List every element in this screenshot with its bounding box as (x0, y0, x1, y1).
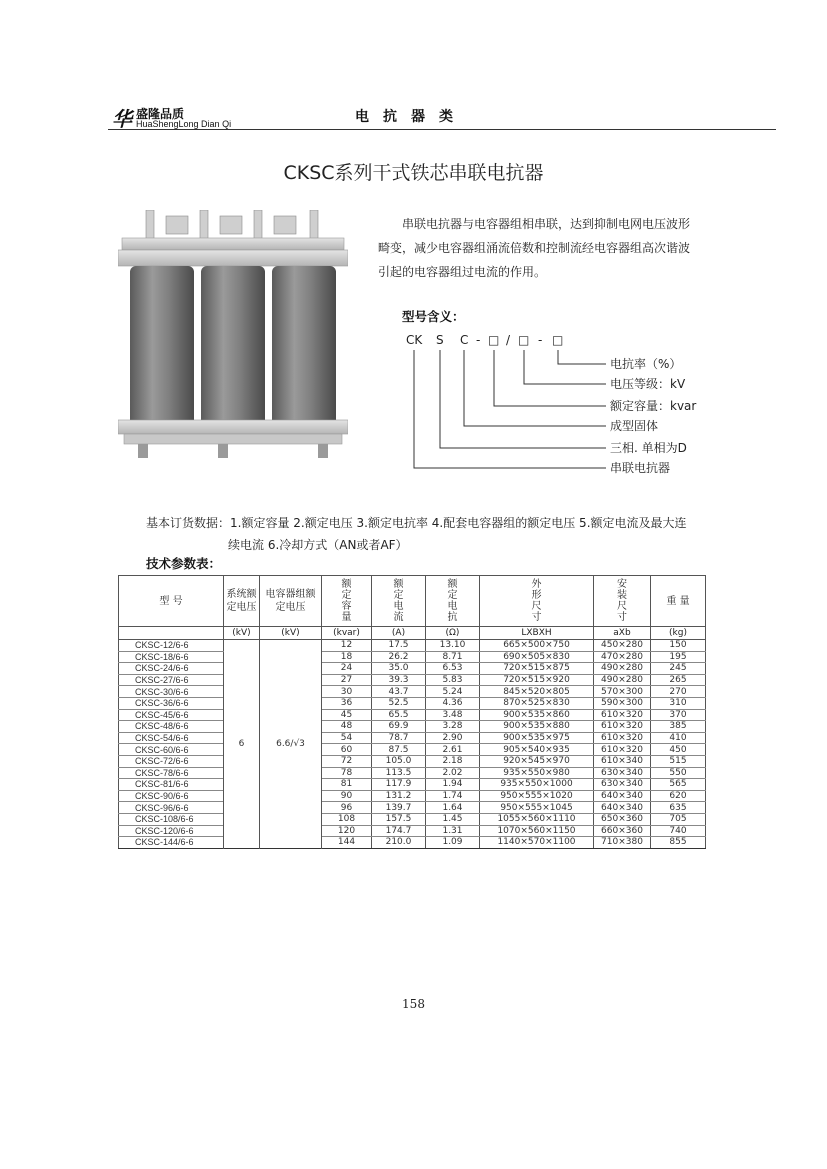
cell-model: CKSC-30/6-6 (119, 686, 224, 698)
table-row (119, 651, 706, 663)
cell-model: CKSC-36/6-6 (119, 697, 224, 709)
code-part-box-3: □ (552, 333, 564, 347)
cell-rated-reactance: 1.74 (426, 790, 480, 802)
cell-rated-reactance: 2.90 (426, 732, 480, 744)
cell-weight: 245 (651, 663, 706, 675)
cell-dimensions: 935×550×980 (480, 767, 594, 779)
model-meaning-heading: 型号含义： (402, 309, 465, 324)
order-data-line-1: 基本订货数据：1.额定容量 2.额定电压 3.额定电抗率 4.配套电容器组的额定电压 5.额定电流及最大连 (146, 516, 687, 530)
cell-weight: 270 (651, 686, 706, 698)
cell-rated-current: 174.7 (372, 825, 426, 837)
cell-rated-reactance: 2.18 (426, 755, 480, 767)
cell-rated-capacity: 72 (322, 755, 372, 767)
unit-weight: (kg) (651, 627, 706, 640)
label-voltage-class: 电压等级：kV (610, 377, 686, 391)
table-row (119, 674, 706, 686)
cell-mounting: 640×340 (594, 802, 651, 814)
header-mounting: 安装尺寸 (594, 576, 651, 627)
cell-mounting: 630×340 (594, 779, 651, 791)
cell-dimensions: 1140×570×1100 (480, 837, 594, 849)
cell-model: CKSC-54/6-6 (119, 732, 224, 744)
table-row (119, 697, 706, 709)
table-row (119, 721, 706, 733)
cell-dimensions: 900×535×975 (480, 732, 594, 744)
code-part-box-2: □ (518, 333, 530, 347)
cell-rated-capacity: 96 (322, 802, 372, 814)
cell-mounting: 450×280 (594, 640, 651, 652)
cell-dimensions: 720×515×875 (480, 663, 594, 675)
product-photo (118, 210, 348, 460)
code-part-box-1: □ (488, 333, 500, 347)
code-part-dash-1: - (476, 333, 481, 347)
code-part-slash: / (506, 333, 511, 347)
cell-weight: 620 (651, 790, 706, 802)
header-divider (108, 129, 776, 130)
cell-weight: 385 (651, 721, 706, 733)
cell-dimensions: 950×555×1020 (480, 790, 594, 802)
label-rated-capacity: 额定容量：kvar (610, 399, 697, 413)
cell-rated-reactance: 4.36 (426, 697, 480, 709)
cell-weight: 195 (651, 651, 706, 663)
cell-mounting: 490×280 (594, 663, 651, 675)
cell-model: CKSC-45/6-6 (119, 709, 224, 721)
cell-rated-current: 87.5 (372, 744, 426, 756)
cell-weight: 740 (651, 825, 706, 837)
header-rated-reactance: 额定电抗 (426, 576, 480, 627)
cell-rated-capacity: 24 (322, 663, 372, 675)
cell-rated-capacity: 12 (322, 640, 372, 652)
header-capacitor-voltage: 电容器组额定电压 (260, 576, 322, 627)
cell-rated-current: 113.5 (372, 767, 426, 779)
cell-mounting: 630×340 (594, 767, 651, 779)
table-row (119, 825, 706, 837)
cell-mounting: 490×280 (594, 674, 651, 686)
params-table (118, 575, 706, 849)
model-code-parts (406, 333, 563, 347)
cell-rated-current: 139.7 (372, 802, 426, 814)
unit-rated-current: (A) (372, 627, 426, 640)
label-solid-cast: 成型固体 (610, 419, 659, 433)
cell-rated-capacity: 54 (322, 732, 372, 744)
cell-model: CKSC-48/6-6 (119, 721, 224, 733)
cell-weight: 705 (651, 813, 706, 825)
cell-model: CKSC-60/6-6 (119, 744, 224, 756)
code-part-ck: CK (406, 333, 423, 347)
cell-weight: 450 (651, 744, 706, 756)
cell-weight: 370 (651, 709, 706, 721)
params-heading: 技术参数表： (146, 556, 222, 571)
cell-model: CKSC-108/6-6 (119, 813, 224, 825)
cell-model: CKSC-18/6-6 (119, 651, 224, 663)
intro-paragraph: 串联电抗器与电容器组相串联，达到抑制电网电压波形畸变，减少电容器组涌流倍数和控制流经电容器组高次谐波引起的电容器组过电流的作用。 (378, 217, 691, 279)
cell-rated-capacity: 108 (322, 813, 372, 825)
cell-rated-reactance: 1.45 (426, 813, 480, 825)
cell-model: CKSC-120/6-6 (119, 825, 224, 837)
cell-rated-current: 43.7 (372, 686, 426, 698)
cell-rated-reactance: 1.64 (426, 802, 480, 814)
cell-model: CKSC-96/6-6 (119, 802, 224, 814)
cell-rated-current: 210.0 (372, 837, 426, 849)
table-row (119, 790, 706, 802)
table-row (119, 767, 706, 779)
cell-rated-current: 52.5 (372, 697, 426, 709)
cell-weight: 150 (651, 640, 706, 652)
cell-mounting: 610×320 (594, 732, 651, 744)
cell-weight: 565 (651, 779, 706, 791)
cell-rated-current: 78.7 (372, 732, 426, 744)
cell-dimensions: 905×540×935 (480, 744, 594, 756)
header-system-voltage: 系统额定电压 (224, 576, 260, 627)
table-row (119, 802, 706, 814)
table-row (119, 709, 706, 721)
cell-rated-reactance: 1.31 (426, 825, 480, 837)
unit-capacitor-voltage: (kV) (260, 627, 322, 640)
cell-rated-current: 65.5 (372, 709, 426, 721)
cell-rated-current: 69.9 (372, 721, 426, 733)
logo-mark: 华 (112, 107, 132, 131)
header-weight: 重 量 (651, 576, 706, 627)
table-row (119, 837, 706, 849)
cell-rated-capacity: 120 (322, 825, 372, 837)
cell-rated-reactance: 2.61 (426, 744, 480, 756)
cell-model: CKSC-90/6-6 (119, 790, 224, 802)
header-rated-capacity: 额定容量 (322, 576, 372, 627)
table-row (119, 640, 706, 652)
cell-dimensions: 920×545×970 (480, 755, 594, 767)
label-reactance-rate: 电抗率（%） (610, 357, 682, 371)
logo-chinese-name: 盛隆品质 (136, 107, 185, 121)
order-data-line-2: 续电流 6.冷却方式（AN或者AF） (228, 538, 408, 552)
cell-model: CKSC-12/6-6 (119, 640, 224, 652)
cell-weight: 310 (651, 697, 706, 709)
table-row (119, 744, 706, 756)
header-model: 型 号 (119, 576, 224, 627)
cell-rated-reactance: 5.24 (426, 686, 480, 698)
cell-dimensions: 1070×560×1150 (480, 825, 594, 837)
table-row (119, 686, 706, 698)
cell-rated-reactance: 1.94 (426, 779, 480, 791)
cell-model: CKSC-78/6-6 (119, 767, 224, 779)
category-heading: 电抗器类 (355, 109, 467, 125)
cell-dimensions: 665×500×750 (480, 640, 594, 652)
label-three-phase: 三相. 单相为D (610, 441, 687, 455)
cell-model: CKSC-24/6-6 (119, 663, 224, 675)
unit-mounting: aXb (594, 627, 651, 640)
table-row (119, 663, 706, 675)
cell-mounting: 660×360 (594, 825, 651, 837)
code-part-dash-2: - (538, 333, 543, 347)
cell-mounting: 650×360 (594, 813, 651, 825)
cell-dimensions: 720×515×920 (480, 674, 594, 686)
cell-capacitor-voltage: 6.6/√3 (260, 640, 322, 849)
cell-dimensions: 845×520×805 (480, 686, 594, 698)
page-number: 158 (402, 997, 425, 1011)
cell-rated-capacity: 78 (322, 767, 372, 779)
cell-model: CKSC-81/6-6 (119, 779, 224, 791)
cell-mounting: 470×280 (594, 651, 651, 663)
cell-rated-current: 157.5 (372, 813, 426, 825)
cell-weight: 550 (651, 767, 706, 779)
cell-rated-reactance: 3.28 (426, 721, 480, 733)
cell-rated-capacity: 36 (322, 697, 372, 709)
cell-rated-reactance: 5.83 (426, 674, 480, 686)
cell-rated-capacity: 45 (322, 709, 372, 721)
cell-rated-capacity: 81 (322, 779, 372, 791)
table-row (119, 813, 706, 825)
cell-mounting: 610×340 (594, 755, 651, 767)
cell-mounting: 710×380 (594, 837, 651, 849)
page-title: CKSC系列干式铁芯串联电抗器 (283, 162, 544, 184)
cell-rated-current: 17.5 (372, 640, 426, 652)
order-data (146, 512, 687, 556)
cell-dimensions: 900×535×860 (480, 709, 594, 721)
cell-rated-current: 39.3 (372, 674, 426, 686)
cell-weight: 515 (651, 755, 706, 767)
cell-mounting: 570×300 (594, 686, 651, 698)
cell-mounting: 640×340 (594, 790, 651, 802)
unit-rated-capacity: (kvar) (322, 627, 372, 640)
cell-model: CKSC-27/6-6 (119, 674, 224, 686)
cell-rated-reactance: 3.48 (426, 709, 480, 721)
model-code-diagram (396, 328, 716, 478)
logo-english-name: HuaShengLong Dian Qi (136, 119, 232, 129)
cell-rated-capacity: 27 (322, 674, 372, 686)
cell-rated-reactance: 8.71 (426, 651, 480, 663)
cell-rated-capacity: 18 (322, 651, 372, 663)
cell-weight: 855 (651, 837, 706, 849)
cell-dimensions: 950×555×1045 (480, 802, 594, 814)
cell-dimensions: 870×525×830 (480, 697, 594, 709)
cell-rated-reactance: 6.53 (426, 663, 480, 675)
params-table-body (119, 640, 706, 849)
table-row (119, 779, 706, 791)
cell-rated-current: 117.9 (372, 779, 426, 791)
cell-model: CKSC-72/6-6 (119, 755, 224, 767)
cell-rated-capacity: 30 (322, 686, 372, 698)
cell-dimensions: 690×505×830 (480, 651, 594, 663)
unit-dimensions: LXBXH (480, 627, 594, 640)
cell-mounting: 610×320 (594, 744, 651, 756)
cell-weight: 635 (651, 802, 706, 814)
header-dimensions: 外形尺寸 (480, 576, 594, 627)
cell-rated-current: 35.0 (372, 663, 426, 675)
unit-system-voltage: (kV) (224, 627, 260, 640)
cell-model: CKSC-144/6-6 (119, 837, 224, 849)
code-part-c: C (460, 333, 469, 347)
cell-system-voltage: 6 (224, 640, 260, 849)
unit-rated-reactance: (Ω) (426, 627, 480, 640)
cell-mounting: 590×300 (594, 697, 651, 709)
cell-rated-capacity: 144 (322, 837, 372, 849)
cell-rated-current: 105.0 (372, 755, 426, 767)
cell-dimensions: 900×535×880 (480, 721, 594, 733)
cell-weight: 265 (651, 674, 706, 686)
table-row (119, 755, 706, 767)
header-rated-current: 额定电流 (372, 576, 426, 627)
cell-rated-capacity: 60 (322, 744, 372, 756)
cell-dimensions: 935×550×1000 (480, 779, 594, 791)
cell-rated-current: 26.2 (372, 651, 426, 663)
cell-dimensions: 1055×560×1110 (480, 813, 594, 825)
code-part-s: S (436, 333, 444, 347)
unit-model (119, 627, 224, 640)
cell-rated-reactance: 1.09 (426, 837, 480, 849)
cell-rated-current: 131.2 (372, 790, 426, 802)
cell-rated-reactance: 13.10 (426, 640, 480, 652)
cell-rated-capacity: 90 (322, 790, 372, 802)
cell-rated-capacity: 48 (322, 721, 372, 733)
table-row (119, 732, 706, 744)
cell-mounting: 610×320 (594, 721, 651, 733)
cell-mounting: 610×320 (594, 709, 651, 721)
cell-rated-reactance: 2.02 (426, 767, 480, 779)
label-series-reactor: 串联电抗器 (610, 461, 671, 475)
cell-weight: 410 (651, 732, 706, 744)
